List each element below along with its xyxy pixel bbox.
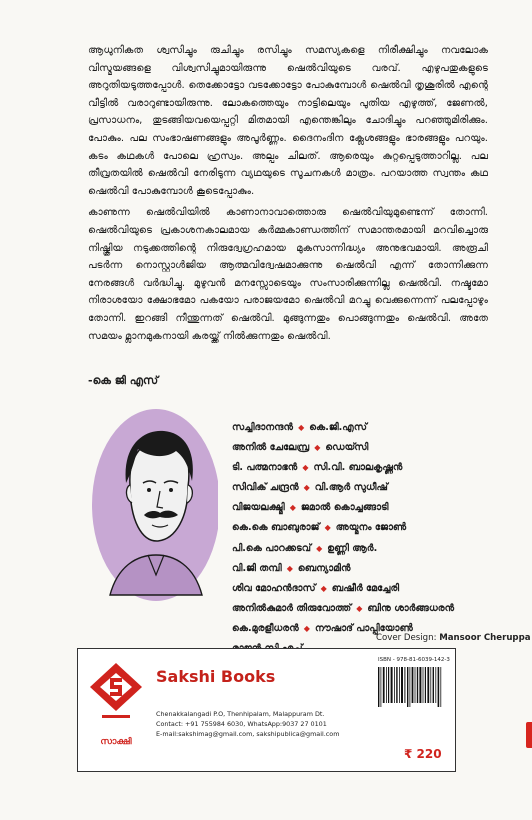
- blurb-signature: -കെ ജി എസ്: [88, 374, 159, 387]
- blurb: [88, 42, 488, 345]
- bullet-separator-icon: ◆: [303, 483, 310, 493]
- contributor-name: കെ.ജി.എസ്: [309, 422, 368, 433]
- isbn-label: ISBN - 978-81-6039-142-3: [378, 657, 450, 663]
- contributor-row: [232, 438, 522, 458]
- contributor-name: ബെന്യാമിൻ: [297, 562, 351, 574]
- contributor-name: വിജയലക്ഷ്മി: [232, 502, 285, 514]
- contributor-name: ടി. പത്മനാഭൻ: [232, 462, 298, 474]
- contributor-name: ഉണ്ണി ആർ.: [327, 542, 378, 554]
- publisher-contact: [156, 709, 339, 739]
- bullet-separator-icon: ◆: [298, 423, 305, 432]
- contributor-row: [232, 539, 522, 559]
- contributor-name: ശിവ മോഹൻദാസ്: [232, 582, 316, 594]
- publisher-phone: Contact: +91 755984 6030, WhatsApp:9037 27 0101: [156, 720, 327, 728]
- contributor-list: [232, 418, 522, 659]
- bullet-separator-icon: ◆: [316, 543, 323, 553]
- contributor-name: ബിനു ശാർങ്ങധരൻ: [367, 602, 455, 614]
- barcode-icon: [376, 667, 446, 711]
- edge-red-mark: [526, 722, 532, 748]
- price-label: ₹ 220: [404, 747, 442, 761]
- contributor-row: [232, 458, 522, 478]
- blurb-paragraph-2: കാണുന്ന ഷെൽവിയിൽ കാണാനാവാത്തൊരു ഷെൽവിയുമുണ്ടെന്ന് തോന്നി. ഷെൽവിയുടെ പ്രകാശനകാലമായ കർമ്മകാണ്ഡത്തിന് സമാന്തരമായി മറവിച്ചൊരു നിഷ്ക്രിയ നടുക്കത്തിന്റെ നിരുദ്വേഗ്രഹമായ മുകസാന്നിദ്ധ്യം അനുഭവമായി. അരൂചി പടർന്ന നൊസ്റ്റാൾജിയ ആത്മവിദ്വേഷമാക്കുന്നു ഷെൽവി എന്ന് തോന്നിക്കുന്ന നേരങ്ങൾ വർദ്ധിച്ചു. മുഴുവൻ മനസ്സോടെയും സംസാരിക്കുന്നില്ല ഷെൽവി. നഷ്ടമോ നിരാശയോ ക്ഷോഭമോ പകയോ പരാജയമോ ഷെൽവി മറച്ചു വെക്കുന്നെന്ന് പലപ്പോഴും തോന്നി. ഇറങ്ങി നീന്തുന്നത് ഷെൽവി. മുങ്ങുന്നതും പൊങ്ങുന്നതും ഷെൽവി. അതേ സമയം മ്ലാനമുകനായി കരയ്ക്ക് നിൽക്കുന്നതും ഷെൽവി.: [88, 207, 488, 342]
- contributor-name: കെ.മുരളീധരൻ: [232, 622, 299, 634]
- bullet-separator-icon: ◆: [356, 603, 363, 613]
- contributor-name: ബഷീർ മേച്ചേരി: [331, 582, 400, 594]
- bullet-separator-icon: ◆: [314, 443, 321, 453]
- blurb-paragraph-1: ആധുനികത ശ്വസിച്ചും രുചിച്ചും രസിച്ചും സമസ്യകളെ നിരീക്ഷിച്ചും നവലോക വിസ്മയങ്ങളെ വിശ്വസിച്ചുമായിരുന്നു ഷെൽവിയുടെ വരവ്. എഴുപതുകളുടെ അറുതിയടുത്തപ്പോൾ. തെക്കോട്ടോ വടക്കോട്ടോ പോകുമ്പോൾ ഷെൽവി തൃശൂരിൽ എന്റെ വീട്ടിൽ വരാറുണ്ടായിരുന്നു. ലോകത്തെയും നാട്ടിലെയും പുതിയ എഴുത്ത്, ജേണൽ, പ്രസാധനം, തുടങ്ങിയവയെപ്പറ്റി മിതമായി എന്തെങ്കിലും ചോദിച്ചും പറഞ്ഞുമിരിക്കും. പോകും. പല സംഭാഷണങ്ങളും അപൂർണ്ണം. ദൈനംദിന ക്ലേശങ്ങളും ഭാരങ്ങളും പറയും. കടം കഥകൾ പോലെ ഹ്രസ്വം. അല്പം ചിലത്. ആരെയും കുറ്റപ്പെടുത്താറില്ല. പല തീവ്രതയിൽ ഷെൽവി നേരിടുന്ന വ്യഥയുടെ സൂചനകൾ മാത്രം. പറയാത്ത സ്വന്തം കഥ ഷെൽവി പോകുമ്പോൾ കൂടെപ്പോകും.: [88, 45, 488, 197]
- bullet-separator-icon: ◆: [303, 623, 310, 633]
- publisher-logo-icon: [88, 661, 144, 735]
- bullet-separator-icon: ◆: [289, 503, 296, 513]
- contributor-name: വി.ആർ സുധീഷ്: [314, 482, 388, 494]
- contributor-name: ജമാൽ കൊച്ചങ്ങാടി: [300, 502, 389, 514]
- bullet-separator-icon: ◆: [324, 523, 331, 533]
- contributor-row: [232, 579, 522, 599]
- contributor-row: [232, 498, 522, 518]
- contributor-name: നൗഷാദ് പാപ്പിയോൺ: [314, 622, 413, 634]
- contributor-name: ഡെയ്സി: [325, 442, 369, 454]
- contributor-name: സച്ചിദാനന്ദൻ: [232, 422, 294, 433]
- contributor-name: അയ്മനം ജോൺ: [335, 522, 407, 534]
- publisher-address: Chenakkalangadi P.O, Thenhipalam, Malappuram Dt.: [156, 710, 325, 718]
- bullet-separator-icon: ◆: [320, 583, 327, 593]
- bullet-separator-icon: ◆: [286, 563, 293, 573]
- publisher-box: [77, 648, 456, 772]
- contributor-name: വി.ജി തമ്പി: [232, 562, 282, 574]
- contributor-row: [232, 478, 522, 498]
- contributor-row: [232, 518, 522, 538]
- contributor-name: പി.കെ പാറക്കടവ്: [232, 542, 312, 554]
- publisher-name: Sakshi Books: [156, 667, 276, 686]
- credit-name: Mansoor Cheruppa: [439, 633, 531, 643]
- publisher-logo-text: സാക്ഷി: [100, 737, 132, 747]
- bullet-separator-icon: ◆: [302, 463, 309, 473]
- contributor-name: സിവിക് ചന്ദ്രൻ: [232, 482, 299, 494]
- author-portrait: [88, 405, 218, 605]
- publisher-email: E-mail:sakshimag@gmail.com, sakshipublica@gmail.com: [156, 730, 340, 738]
- contributor-name: സി.വി. ബാലകൃഷ്ണൻ: [313, 462, 403, 474]
- contributor-row: [232, 559, 522, 579]
- credit-label: Cover Design:: [376, 633, 437, 643]
- contributor-name: അനിൽകുമാർ തിരുവോത്ത്: [232, 602, 352, 614]
- contributor-name: അനിൽ ചേലേമ്പ്ര: [232, 442, 310, 454]
- contributor-row: [232, 599, 522, 619]
- contributor-row: [232, 418, 522, 438]
- cover-design-credit: [376, 633, 531, 643]
- contributor-name: കെ.കെ ബാബുരാജ്: [232, 522, 320, 534]
